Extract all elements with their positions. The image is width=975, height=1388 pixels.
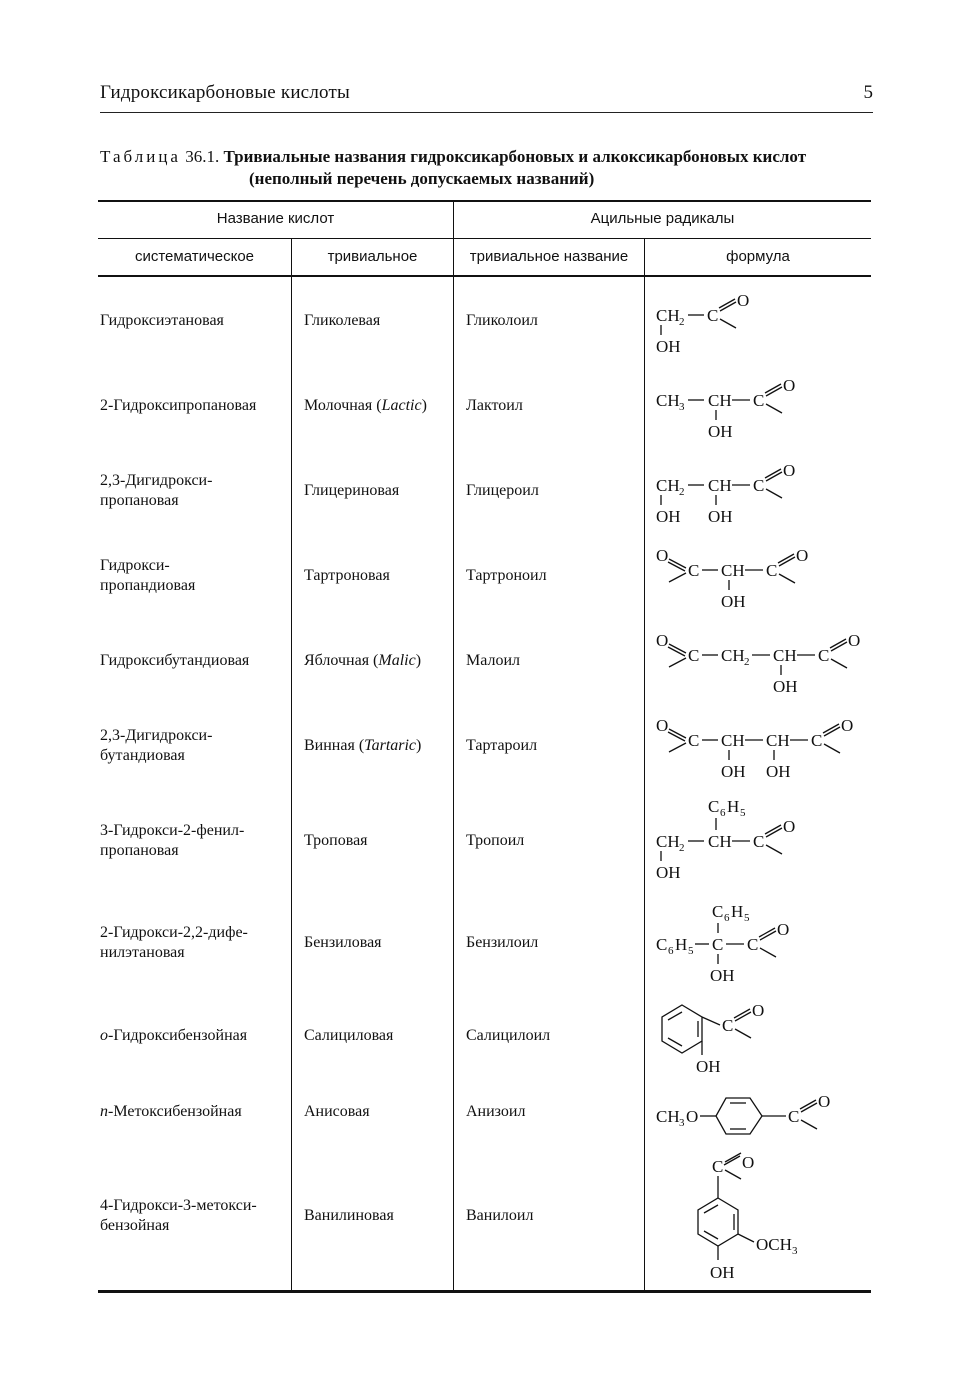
running-head — [100, 80, 873, 113]
svg-text:C: C — [753, 832, 765, 851]
row6-radical: Тартароил — [466, 737, 538, 754]
svg-text:C: C — [712, 935, 724, 954]
svg-text:OH: OH — [766, 762, 791, 781]
row8-formula — [646, 897, 826, 997]
row1-formula — [646, 290, 806, 365]
svg-text:CH: CH — [708, 476, 732, 495]
row3-trivial: Глицериновая — [304, 482, 400, 499]
svg-text:O: O — [742, 1153, 755, 1172]
header-systematic: систематическое — [134, 248, 255, 265]
svg-text:C: C — [766, 561, 778, 580]
row10-trivial: Анисовая — [304, 1103, 370, 1120]
svg-text:O: O — [686, 1107, 699, 1126]
row9-trivial: Салициловая — [304, 1027, 394, 1044]
row5-radical: Малоил — [466, 652, 520, 669]
svg-text:C: C — [747, 935, 759, 954]
row3-formula — [646, 460, 826, 535]
row7-radical: Тропоил — [466, 832, 525, 849]
row7-formula — [646, 792, 826, 892]
header-trivial: тривиальное — [327, 248, 418, 265]
svg-text:C: C — [707, 306, 719, 325]
svg-text:CH: CH — [656, 476, 680, 495]
row8-trivial: Бензиловая — [304, 934, 382, 951]
svg-text:CH: CH — [766, 731, 790, 750]
row2-systematic: 2-Гидроксипропановая — [100, 397, 257, 414]
row2-radical: Лактоил — [466, 397, 523, 414]
svg-text:OH: OH — [721, 592, 746, 611]
svg-text:C: C — [688, 561, 700, 580]
row10-formula — [646, 1086, 866, 1151]
header-bottom-rule — [98, 275, 871, 277]
svg-text:OH: OH — [656, 863, 681, 882]
svg-text:OH: OH — [773, 677, 798, 696]
svg-text:O: O — [818, 1092, 831, 1111]
row7-systematic: 3-Гидрокси-2-фенил- пропановая — [100, 822, 245, 859]
svg-text:O: O — [752, 1001, 765, 1020]
svg-text:C: C — [688, 731, 700, 750]
svg-text:H: H — [727, 797, 740, 816]
svg-text:OH: OH — [710, 1263, 735, 1282]
svg-text:2: 2 — [744, 656, 750, 668]
svg-text:O: O — [777, 920, 790, 939]
row9-formula — [646, 997, 826, 1087]
svg-text:O: O — [783, 461, 796, 480]
svg-text:OH: OH — [656, 337, 681, 356]
row4-trivial: Тартроновая — [304, 567, 390, 584]
svg-text:OH: OH — [656, 507, 681, 526]
svg-text:O: O — [656, 546, 669, 565]
svg-text:H: H — [731, 902, 744, 921]
svg-text:CH: CH — [708, 832, 732, 851]
row3-systematic: 2,3-Дигидрокси- пропановая — [100, 472, 213, 509]
svg-text:CH: CH — [656, 1107, 680, 1126]
svg-text:C: C — [753, 476, 765, 495]
svg-text:3: 3 — [679, 1117, 685, 1129]
svg-text:O: O — [783, 817, 796, 836]
svg-text:O: O — [783, 376, 796, 395]
table-caption — [100, 146, 880, 188]
svg-text:C: C — [712, 1157, 724, 1176]
svg-text:CH: CH — [721, 561, 745, 580]
row9-systematic: о-Гидроксибензойная — [100, 1027, 248, 1044]
svg-text:C: C — [753, 391, 765, 410]
header-acid-names: Название кислот — [216, 210, 335, 227]
svg-text:O: O — [796, 546, 809, 565]
svg-text:C: C — [708, 797, 720, 816]
row11-trivial: Ванилиновая — [304, 1207, 394, 1224]
svg-text:6: 6 — [668, 945, 674, 957]
caption-number: 36.1. — [185, 147, 220, 166]
row6-trivial: Винная (Tartaric) — [304, 737, 422, 754]
col-divider-3 — [644, 238, 645, 1290]
svg-text:C: C — [818, 646, 830, 665]
row3-radical: Глицероил — [466, 482, 539, 499]
svg-text:C: C — [811, 731, 823, 750]
row4-systematic: Гидрокси- пропандиовая — [100, 557, 196, 594]
svg-text:OH: OH — [708, 422, 733, 441]
svg-text:O: O — [848, 631, 861, 650]
header-trivial-name: тривиальное название — [469, 248, 629, 265]
row4-formula — [646, 545, 836, 620]
svg-text:5: 5 — [688, 945, 694, 957]
caption-title-line2: (неполный перечень допускаемых названий) — [249, 169, 595, 188]
caption-title-line1: Тривиальные названия гидроксикарбоновых и алкоксикарбоновых кислот — [223, 147, 807, 166]
table-top-rule — [98, 200, 871, 202]
header-acyl-radicals: Ацильные радикалы — [590, 210, 735, 227]
header-formula: формула — [726, 248, 790, 265]
svg-text:O: O — [841, 716, 854, 735]
svg-text:3: 3 — [679, 401, 685, 413]
row10-systematic: п-Метоксибензойная — [100, 1103, 242, 1120]
row4-radical: Тартроноил — [466, 567, 547, 584]
svg-text:H: H — [675, 935, 688, 954]
row1-systematic: Гидроксиэтановая — [100, 312, 224, 329]
row5-formula — [646, 630, 871, 705]
svg-text:O: O — [656, 716, 669, 735]
caption-label: Таблица — [100, 147, 181, 166]
row11-formula — [646, 1150, 846, 1290]
svg-text:CH: CH — [708, 391, 732, 410]
svg-text:CH: CH — [656, 391, 680, 410]
svg-text:C: C — [722, 1016, 734, 1035]
svg-text:CH: CH — [656, 306, 680, 325]
svg-text:OH: OH — [710, 966, 735, 985]
svg-text:6: 6 — [720, 807, 726, 819]
page-number: 5 — [863, 82, 873, 103]
svg-text:CH: CH — [773, 646, 797, 665]
row7-trivial: Троповая — [304, 832, 368, 849]
row10-radical: Анизоил — [466, 1103, 526, 1120]
svg-text:2: 2 — [679, 842, 685, 854]
svg-text:5: 5 — [740, 807, 746, 819]
svg-text:C: C — [712, 902, 724, 921]
svg-text:6: 6 — [724, 912, 730, 924]
row1-radical: Гликолоил — [466, 312, 538, 329]
svg-text:C: C — [788, 1107, 800, 1126]
row6-formula — [646, 715, 871, 790]
table-bottom-rule — [98, 1290, 871, 1293]
svg-text:OCH: OCH — [756, 1235, 792, 1254]
svg-text:O: O — [656, 631, 669, 650]
svg-text:O: O — [737, 291, 750, 310]
row11-radical: Ванилоил — [466, 1207, 534, 1224]
svg-text:CH: CH — [721, 646, 745, 665]
row9-radical: Салицилоил — [466, 1027, 551, 1044]
row6-systematic: 2,3-Дигидрокси- бутандиовая — [100, 727, 213, 764]
svg-text:OH: OH — [696, 1057, 721, 1076]
row8-systematic: 2-Гидрокси-2,2-дифе- нилэтановая — [100, 924, 248, 961]
acid-names-table — [98, 200, 871, 1294]
row5-trivial: Яблочная (Malic) — [304, 652, 422, 669]
row1-trivial: Гликолевая — [304, 312, 381, 329]
col-divider-1 — [291, 238, 292, 1290]
svg-text:C: C — [688, 646, 700, 665]
running-head-title: Гидроксикарбоновые кислоты — [100, 82, 350, 103]
svg-text:3: 3 — [792, 1245, 798, 1257]
header-mid-rule — [98, 238, 871, 239]
svg-text:CH: CH — [721, 731, 745, 750]
row8-radical: Бензилоил — [466, 934, 539, 951]
svg-text:2: 2 — [679, 486, 685, 498]
svg-text:C: C — [656, 935, 668, 954]
row5-systematic: Гидроксибутандиовая — [100, 652, 250, 669]
svg-text:OH: OH — [708, 507, 733, 526]
row2-formula — [646, 375, 826, 450]
svg-text:CH: CH — [656, 832, 680, 851]
svg-text:5: 5 — [744, 912, 750, 924]
svg-text:OH: OH — [721, 762, 746, 781]
row11-systematic: 4-Гидрокси-3-метокси- бензойная — [100, 1197, 257, 1234]
row2-trivial: Молочная (Lactic) — [304, 397, 427, 414]
svg-text:2: 2 — [679, 316, 685, 328]
